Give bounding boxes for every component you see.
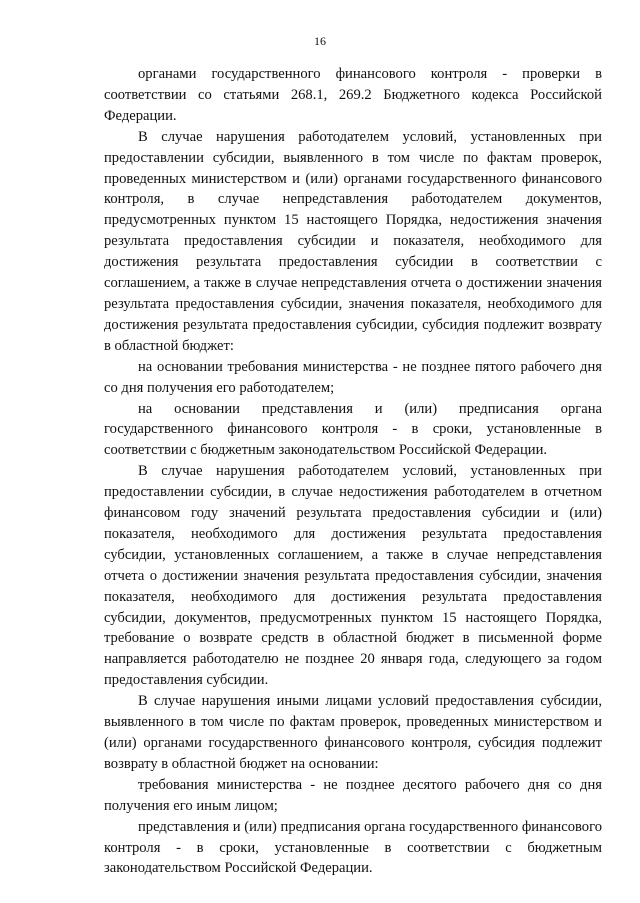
paragraph-control-order: на основании представления и (или) предписания органа государственного финансового контроля - в сроки, установленные в соответствии с бюджетным законодательством Российской Федерации. xyxy=(104,400,602,459)
paragraph-control-bodies: органами государственного финансового контроля - проверки в соответствии со статьями 268.1, 269.2 Бюджетного кодекса Российской Федерации. xyxy=(104,66,602,124)
paragraph-control-order-other-persons: представления и (или) предписания органа государственного финансового контроля - в сроки, установленные в соответствии с бюджетным законодательством Российской Федерации. xyxy=(104,818,602,877)
paragraph-ministry-requirement: на основании требования министерства - не позднее пятого рабочего дня со дня получения его работодателем; xyxy=(104,358,602,396)
page-number: 16 xyxy=(314,34,326,48)
paragraph-employer-violation-return: В случае нарушения работодателем условий, установленных при предоставлении субсидии, выявленного в том числе по фактам проверок, проведенных министерством и (или) органами государственного финансового контроля, в случае непредставления работодателем документов, предусмотренных пунктом 15 настоящего Порядка, недостижения значения результата предоставления субсидии и показателя, необходимого для достижения результата предоставления субсидии в соответствии с соглашением, а также в случае непредставления отчета о достижении значения результата предоставления субсидии, значения показателя, необходимого для достижения результата предоставления субсидии, субсидия подлежит возврату в областной бюджет: xyxy=(104,128,602,354)
paragraph-written-requirement-deadline: В случае нарушения работодателем условий, установленных при предоставлении субсидии, в случае недостижения работодателем в отчетном финансовом году значений результата предоставления субсидии и (или) показателя, необходимого для достижения результата предоставления субсидии, установленных соглашением, а также в случае непредставления отчета о достижении значения результата предоставления субсидии, значения показателя, необходимого для достижения результата предоставления субсидии, документов, предусмотренных пунктом 15 настоящего Порядка, требование о возврате средств в областной бюджет в письменной форме направляется работодателю не позднее 20 января года, следующего за годом предоставления субсидии. xyxy=(104,463,602,689)
paragraph-ministry-tenth-day: требования министерства - не позднее десятого рабочего дня со дня получения его иным лицом; xyxy=(104,776,602,814)
document-body xyxy=(104,64,602,879)
paragraph-other-persons-violation: В случае нарушения иными лицами условий предоставления субсидии, выявленного в том числе по фактам проверок, проведенных министерством и (или) органами государственного финансового контроля, субсидия подлежит возврату в областной бюджет на основании: xyxy=(104,693,602,772)
